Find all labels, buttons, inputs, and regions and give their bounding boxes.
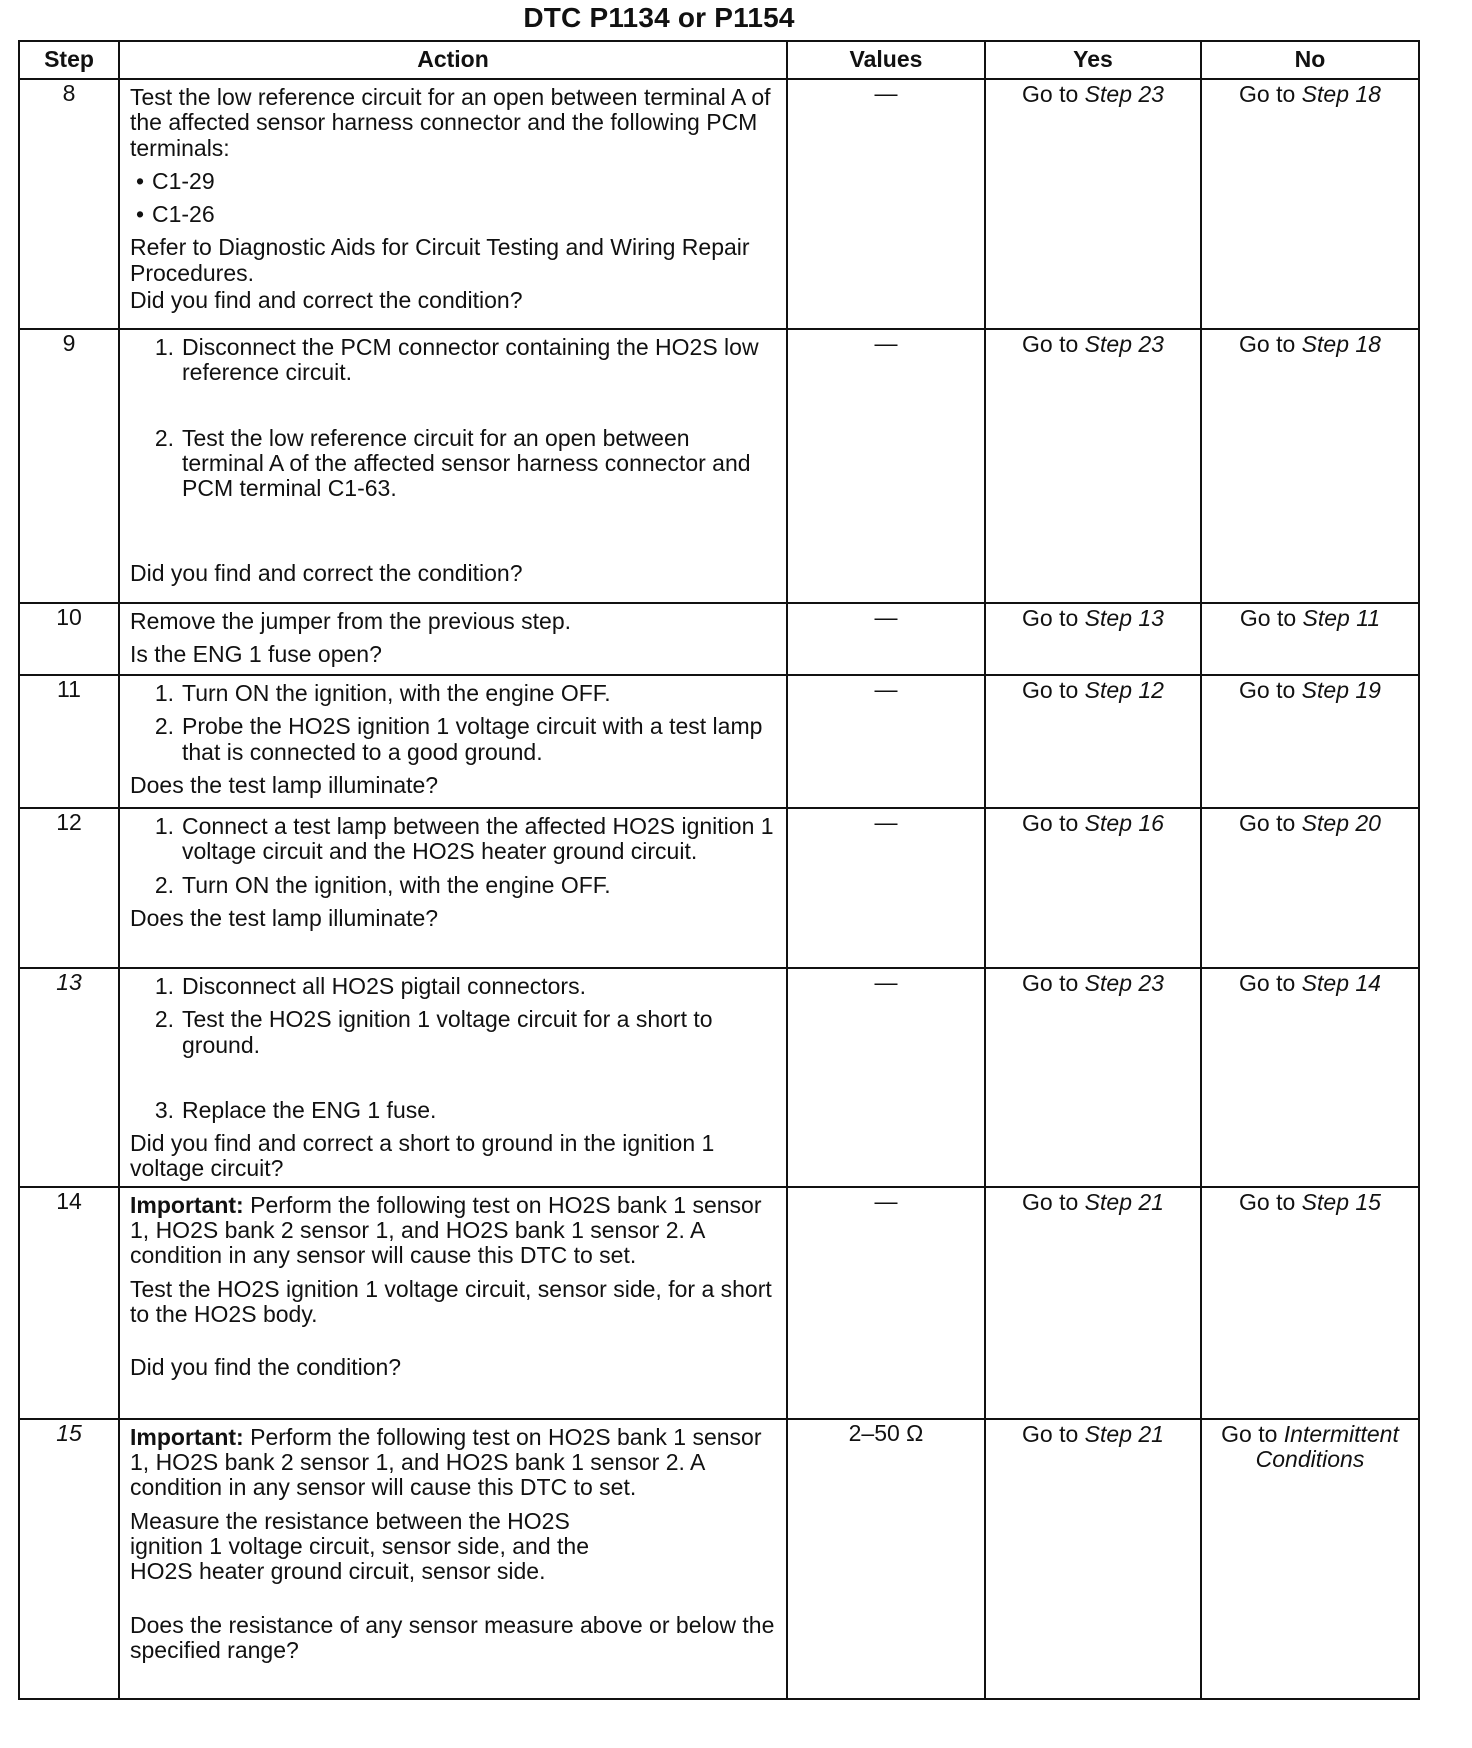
yes-step-link[interactable]: Step 12 — [1084, 677, 1164, 703]
yes-step-link[interactable]: Step 21 — [1084, 1420, 1164, 1447]
no-prefix: Go to — [1239, 1188, 1302, 1215]
no-prefix: Go to — [1239, 677, 1302, 703]
action-cell — [119, 329, 787, 603]
important-text: Perform the following test on HO2S bank 1 sensor 1, HO2S bank 2 sensor 1, and HO2S bank 1 sensor 2. A condition in any sensor will cause this DTC to set. — [130, 1191, 762, 1269]
action-cell — [119, 968, 787, 1187]
step-number: 15 — [19, 1419, 119, 1699]
table-header-row — [19, 41, 1419, 79]
list-item: 3. Replace the ENG 1 fuse. — [154, 1096, 437, 1123]
yes-prefix: Go to — [1022, 1188, 1085, 1215]
no-step-link[interactable]: Step 15 — [1301, 1188, 1381, 1215]
yes-prefix: Go to — [1022, 677, 1085, 703]
step-number: 8 — [19, 79, 119, 329]
action-cell — [119, 808, 787, 968]
value-cell: — — [787, 603, 985, 675]
yes-cell — [985, 79, 1201, 329]
action-intro: Test the low reference circuit for an open between terminal A of the affected sensor harness connector and the following PCM terminals: — [130, 84, 771, 161]
action-text: Measure the resistance between the HO2S ignition 1 voltage circuit, sensor side, and the HO2S heater ground circuit, sensor side. — [130, 1507, 589, 1585]
no-cell — [1201, 1419, 1419, 1699]
yes-prefix: Go to — [1022, 810, 1085, 836]
list-item: • C1-26 — [130, 202, 776, 227]
table-row — [19, 968, 1419, 1187]
action-question: Did you find and correct the condition? — [130, 560, 523, 587]
header-step: Step — [19, 41, 119, 79]
no-cell — [1201, 79, 1419, 329]
list-item: 2. Test the low reference circuit for an open between terminal A of the affected sensor harness connector and PCM terminal C1-63. — [154, 424, 751, 502]
yes-prefix: Go to — [1022, 81, 1085, 107]
value-cell: — — [787, 675, 985, 808]
no-prefix: Go to — [1239, 810, 1302, 836]
table-row — [19, 1187, 1419, 1419]
yes-step-link[interactable]: Step 23 — [1084, 331, 1164, 357]
no-step-link[interactable]: Step 20 — [1301, 810, 1381, 836]
step-number: 9 — [19, 329, 119, 603]
list-item: 2. Test the HO2S ignition 1 voltage circuit for a short to ground. — [154, 1006, 713, 1058]
value-cell: — — [787, 1187, 985, 1419]
important-note — [130, 1193, 776, 1269]
value-cell: — — [787, 329, 985, 603]
yes-step-link[interactable]: Step 16 — [1084, 810, 1164, 836]
no-cell — [1201, 808, 1419, 968]
list-item: 1. Disconnect all HO2S pigtail connectors. — [154, 973, 586, 999]
no-step-link[interactable]: Step 18 — [1301, 81, 1381, 107]
important-label: Important: — [130, 1423, 244, 1450]
table-row — [19, 603, 1419, 675]
no-step-link[interactable]: Step 19 — [1301, 677, 1381, 703]
yes-prefix: Go to — [1022, 1420, 1085, 1447]
value-cell: — — [787, 79, 985, 329]
yes-prefix: Go to — [1022, 970, 1085, 996]
value-cell: 2–50 Ω — [787, 1419, 985, 1699]
yes-step-link[interactable]: Step 21 — [1084, 1188, 1164, 1215]
yes-cell — [985, 603, 1201, 675]
list-item: 1. Turn ON the ignition, with the engine OFF. — [154, 680, 611, 706]
action-question: Does the test lamp illuminate? — [130, 771, 439, 798]
action-cell — [119, 1419, 787, 1699]
action-question: Does the resistance of any sensor measure above or below the specified range? — [130, 1611, 775, 1663]
yes-cell — [985, 1419, 1201, 1699]
yes-prefix: Go to — [1022, 605, 1085, 631]
step-number: 10 — [19, 603, 119, 675]
no-cell — [1201, 968, 1419, 1187]
no-cell — [1201, 1187, 1419, 1419]
no-cell — [1201, 603, 1419, 675]
step-number: 11 — [19, 675, 119, 808]
table-row — [19, 79, 1419, 329]
header-yes: Yes — [985, 41, 1201, 79]
value-cell: — — [787, 808, 985, 968]
table-row — [19, 329, 1419, 603]
step-number: 12 — [19, 808, 119, 968]
no-prefix: Go to — [1239, 605, 1303, 631]
step-number: 14 — [19, 1187, 119, 1419]
no-prefix: Go to — [1221, 1420, 1284, 1447]
important-note — [130, 1425, 776, 1501]
list-item: 1. Connect a test lamp between the affected HO2S ignition 1 voltage circuit and the HO2S heater ground circuit. — [154, 813, 774, 865]
action-cell — [119, 675, 787, 808]
yes-cell — [985, 808, 1201, 968]
action-text: Remove the jumper from the previous step. — [130, 608, 572, 634]
terminal-list — [130, 169, 776, 228]
no-intermittent-link[interactable]: Intermittent Conditions — [1255, 1420, 1399, 1473]
list-item: • C1-29 — [130, 169, 776, 194]
important-label: Important: — [130, 1191, 244, 1218]
yes-step-link[interactable]: Step 23 — [1084, 81, 1164, 107]
list-item: 1. Disconnect the PCM connector containing the HO2S low reference circuit. — [154, 334, 759, 386]
action-question: Did you find and correct a short to ground in the ignition 1 voltage circuit? — [130, 1130, 715, 1182]
list-item: 2. Turn ON the ignition, with the engine OFF. — [154, 871, 611, 898]
value-cell: — — [787, 968, 985, 1187]
table-row — [19, 808, 1419, 968]
action-refer: Refer to Diagnostic Aids for Circuit Testing and Wiring Repair Procedures. — [130, 234, 750, 286]
header-no: No — [1201, 41, 1419, 79]
action-question: Does the test lamp illuminate? — [130, 904, 439, 931]
list-item: 2. Probe the HO2S ignition 1 voltage circuit with a test lamp that is connected to a good ground. — [154, 713, 763, 765]
table-row — [19, 675, 1419, 808]
procedure-list — [130, 681, 776, 765]
yes-cell — [985, 968, 1201, 1187]
no-prefix: Go to — [1239, 331, 1302, 357]
no-prefix: Go to — [1239, 81, 1302, 107]
diagnostic-table — [18, 40, 1420, 1700]
yes-prefix: Go to — [1022, 331, 1085, 357]
page-title: DTC P1134 or P1154 — [523, 2, 795, 33]
procedure-list — [130, 335, 776, 501]
action-cell — [119, 603, 787, 675]
action-cell — [119, 79, 787, 329]
yes-cell — [985, 329, 1201, 603]
action-question: Did you find and correct the condition? — [130, 287, 523, 314]
procedure-list — [130, 814, 776, 898]
procedure-list — [130, 974, 776, 1123]
no-cell — [1201, 675, 1419, 808]
yes-step-link[interactable]: Step 13 — [1084, 605, 1164, 631]
no-step-link[interactable]: Step 18 — [1301, 331, 1381, 357]
header-values: Values — [787, 41, 985, 79]
table-row — [19, 1419, 1419, 1699]
action-cell — [119, 1187, 787, 1419]
no-prefix: Go to — [1239, 970, 1302, 996]
header-action: Action — [119, 41, 787, 79]
no-step-link[interactable]: Step 14 — [1301, 970, 1381, 996]
action-text: Test the HO2S ignition 1 voltage circuit, sensor side, for a short to the HO2S body. — [130, 1275, 772, 1327]
action-question: Did you find the condition? — [130, 1354, 402, 1381]
no-step-link[interactable]: Step 11 — [1302, 605, 1381, 631]
yes-step-link[interactable]: Step 23 — [1084, 970, 1164, 996]
action-question: Is the ENG 1 fuse open? — [130, 641, 382, 668]
no-cell — [1201, 329, 1419, 603]
yes-cell — [985, 675, 1201, 808]
important-text: Perform the following test on HO2S bank 1 sensor 1, HO2S bank 2 sensor 1, and HO2S bank 1 sensor 2. A condition in any sensor will cause this DTC to set. — [130, 1423, 762, 1501]
step-number: 13 — [19, 968, 119, 1187]
yes-cell — [985, 1187, 1201, 1419]
